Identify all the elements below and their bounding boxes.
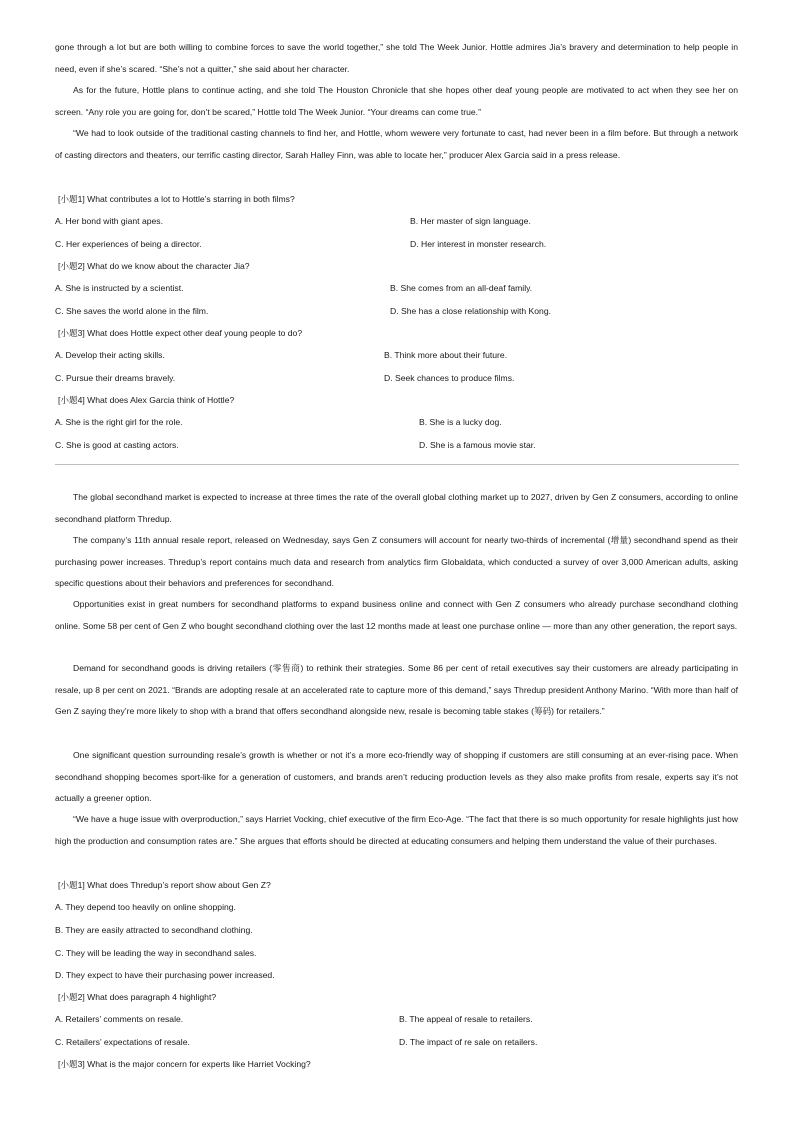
- passage1-q3-option-c[interactable]: C. Pursue their dreams bravely.: [55, 373, 176, 383]
- passage1-question-2-stem: [小题2] What do we know about the character Jia?: [58, 261, 250, 271]
- passage1-q2-option-d[interactable]: D. She has a close relationship with Kong.: [390, 306, 551, 316]
- passage1-q2-option-c[interactable]: C. She saves the world alone in the film.: [55, 306, 209, 316]
- passage1-paragraph-1: gone through a lot but are both willing to combine forces to save the world together,” she told The Week Junior. Hottle admires Jia’s bravery and determination to help people in need, even if she’s scared. “She’s not a quitter,” she said about her character.: [55, 42, 738, 74]
- passage1-q1-option-a[interactable]: A. Her bond with giant apes.: [55, 216, 163, 226]
- passage1-question-3-stem: [小题3] What does Hottle expect other deaf young people to do?: [58, 328, 303, 338]
- passage2-paragraph-5: One significant question surrounding resale’s growth is whether or not it’s a more eco-friendly way of shopping if customers are still consuming at an ever-rising pace. When secondhand shopping becomes sport-like for a generation of customers, and brands aren’t reducing production levels as they also make profits from resale, experts say it’s not actually a greener option.: [55, 750, 738, 803]
- passage1-q1-option-c[interactable]: C. Her experiences of being a director.: [55, 239, 202, 249]
- passage1-q1-option-b[interactable]: B. Her master of sign language.: [410, 216, 531, 226]
- passage2-paragraph-2: The company’s 11th annual resale report, released on Wednesday, says Gen Z consumers will account for nearly two-thirds of incremental (增量) secondhand spend as their purchasing power increases. Thredup’s report contains much data and research from analytics firm Globaldata, which conducted a survey of over 3,000 American adults, asking specific questions about their behaviors and preferences for secondhand.: [55, 535, 738, 588]
- passage1-q2-option-a[interactable]: A. She is instructed by a scientist.: [55, 283, 184, 293]
- passage1-q4-option-d[interactable]: D. She is a famous movie star.: [419, 440, 536, 450]
- passage2-q2-option-b[interactable]: B. The appeal of resale to retailers.: [399, 1014, 533, 1024]
- passage1-q2-option-b[interactable]: B. She comes from an all-deaf family.: [390, 283, 533, 293]
- passage2-q1-option-a[interactable]: A. They depend too heavily on online shopping.: [55, 902, 236, 912]
- passage1-paragraph-2: As for the future, Hottle plans to continue acting, and she told The Houston Chronicle that she hopes other deaf young people are motivated to act when they see her on screen. “Any role you are going for, don’t be scared,” Hottle told The Week Junior. “Your dreams can come true.”: [55, 85, 738, 117]
- section-divider: [55, 464, 739, 465]
- passage1-q3-option-b[interactable]: B. Think more about their future.: [384, 350, 508, 360]
- passage1-q3-option-d[interactable]: D. Seek chances to produce films.: [384, 373, 515, 383]
- passage2-q1-option-d[interactable]: D. They expect to have their purchasing power increased.: [55, 970, 275, 980]
- passage2-question-2-stem: [小题2] What does paragraph 4 highlight?: [58, 992, 217, 1002]
- passage2-question-1-stem: [小题1] What does Thredup’s report show about Gen Z?: [58, 880, 271, 890]
- passage2-q2-option-a[interactable]: A. Retailers’ comments on resale.: [55, 1014, 184, 1024]
- passage2-paragraph-6: “We have a huge issue with overproduction,” says Harriet Vocking, chief executive of the firm Eco-Age. “The fact that there is so much opportunity for resale highlights just how high the production and consumption rates are.” She argues that efforts should be directed at educating consumers and helping them understand the value of their purchases.: [55, 814, 738, 846]
- passage2-paragraph-3: Opportunities exist in great numbers for secondhand platforms to expand business online and connect with Gen Z consumers who already purchase secondhand clothing online. Some 58 per cent of Gen Z who bought secondhand clothing over the last 12 months made at least one purchase online — more than any other generation, the report says.: [55, 599, 738, 631]
- passage1-q4-option-a[interactable]: A. She is the right girl for the role.: [55, 417, 183, 427]
- passage1-q4-option-b[interactable]: B. She is a lucky dog.: [419, 417, 502, 427]
- passage1-q4-option-c[interactable]: C. She is good at casting actors.: [55, 440, 179, 450]
- passage1-q1-option-d[interactable]: D. Her interest in monster research.: [410, 239, 547, 249]
- passage2-q1-option-c[interactable]: C. They will be leading the way in secondhand sales.: [55, 948, 257, 958]
- passage2-q2-option-d[interactable]: D. The impact of re sale on retailers.: [399, 1037, 538, 1047]
- passage1-question-1-stem: [小题1] What contributes a lot to Hottle’s starring in both films?: [58, 194, 295, 204]
- passage2-paragraph-4: Demand for secondhand goods is driving retailers (零售商) to rethink their strategies. Some 86 per cent of retail executives say their customers are already participating in resale, up 8 per cent on 2021. “Brands are adopting resale at an accelerated rate to capture more of this demand,” says Thredup president Anthony Marino. “With more than half of Gen Z saying they’re more likely to shop with a brand that offers secondhand alongside new, resale is becoming table stakes (筹码) for retailers.”: [55, 663, 738, 716]
- passage2-question-3-stem: [小题3] What is the major concern for experts like Harriet Vocking?: [58, 1059, 311, 1069]
- passage1-q3-option-a[interactable]: A. Develop their acting skills.: [55, 350, 165, 360]
- passage1-question-4-stem: [小题4] What does Alex Garcia think of Hottle?: [58, 395, 235, 405]
- passage2-paragraph-1: The global secondhand market is expected to increase at three times the rate of the overall global clothing market up to 2027, driven by Gen Z consumers, according to online secondhand platform Thredup.: [55, 492, 738, 524]
- passage2-q1-option-b[interactable]: B. They are easily attracted to secondhand clothing.: [55, 925, 253, 935]
- passage2-q2-option-c[interactable]: C. Retailers’ expectations of resale.: [55, 1037, 190, 1047]
- passage1-paragraph-3: “We had to look outside of the traditional casting channels to find her, and Hottle, whom wewere very fortunate to cast, had never been in a film before. But through a network of casting directors and theaters, our terrific casting director, Sarah Halley Finn, was able to locate her,” producer Alex Garcia said in a press release.: [55, 128, 738, 160]
